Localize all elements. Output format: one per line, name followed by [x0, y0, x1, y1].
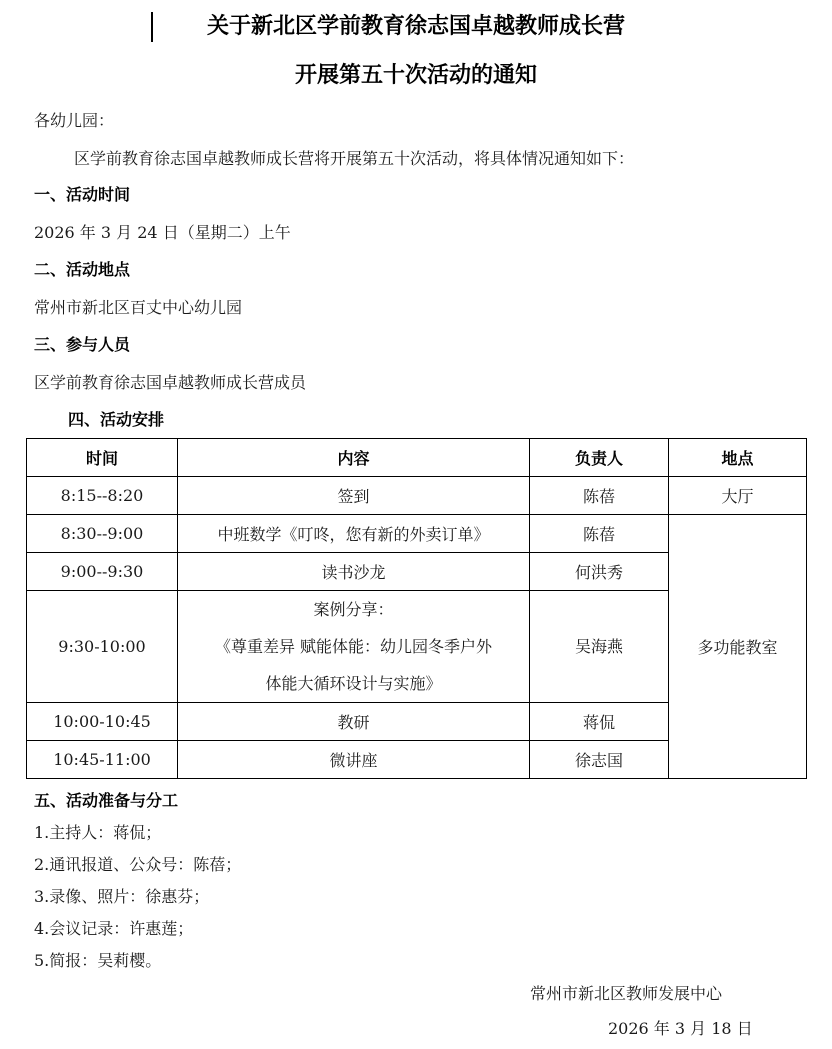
- section3-heading: 三、参与人员: [34, 335, 131, 354]
- schedule-table: [26, 438, 807, 779]
- cell-person: 陈蓓: [530, 477, 669, 515]
- table-row: [27, 477, 807, 515]
- activity-location: 常州市新北区百丈中心幼儿园: [34, 298, 243, 317]
- cell-content: 签到: [178, 477, 530, 515]
- cell-person: 蒋侃: [530, 703, 669, 741]
- header-time: 时间: [27, 439, 178, 477]
- participants: 区学前教育徐志国卓越教师成长营成员: [34, 373, 307, 392]
- cell-time: 8:30--9:00: [27, 515, 178, 553]
- list-item: 1.主持人：蒋侃；: [34, 823, 162, 842]
- table-header-row: [27, 439, 807, 477]
- document-title-line1: 关于新北区学前教育徐志国卓越教师成长营: [206, 14, 625, 39]
- content-line: 体能大循环设计与实施》: [265, 674, 442, 693]
- list-item: 5.简报：吴莉樱。: [34, 951, 162, 970]
- header-content: 内容: [178, 439, 530, 477]
- cell-person: 陈蓓: [530, 515, 669, 553]
- cell-content: 读书沙龙: [178, 553, 530, 591]
- intro-paragraph: 区学前教育徐志国卓越教师成长营将开展第五十次活动，将具体情况通知如下：: [74, 149, 635, 168]
- content-line: 案例分享：: [313, 600, 394, 619]
- section4-heading: 四、活动安排: [68, 410, 165, 429]
- cell-time: 9:30-10:00: [27, 591, 178, 703]
- header-place: 地点: [669, 439, 807, 477]
- cell-content: 微讲座: [178, 741, 530, 779]
- cell-content: 教研: [178, 703, 530, 741]
- cell-person: 吴海燕: [530, 591, 669, 703]
- cell-time: 8:15--8:20: [27, 477, 178, 515]
- cell-place-merged: 多功能教室: [669, 515, 807, 779]
- cell-person: 何洪秀: [530, 553, 669, 591]
- cell-content: 中班数学《叮咚，您有新的外卖订单》: [178, 515, 530, 553]
- section2-heading: 二、活动地点: [34, 260, 131, 279]
- cell-time: 10:45-11:00: [27, 741, 178, 779]
- section5-heading: 五、活动准备与分工: [34, 791, 179, 810]
- cell-content: [178, 591, 530, 703]
- list-item: 3.录像、照片：徐惠芬；: [34, 887, 210, 906]
- list-item: 2.通讯报道、公众号：陈蓓；: [34, 855, 242, 874]
- list-item: 4.会议记录：许惠莲；: [34, 919, 194, 938]
- header-person: 负责人: [530, 439, 669, 477]
- cell-place: 大厅: [669, 477, 807, 515]
- cell-time: 9:00--9:30: [27, 553, 178, 591]
- cell-person: 徐志国: [530, 741, 669, 779]
- content-line: 《尊重差异 赋能体能：幼儿园冬季户外: [214, 637, 493, 656]
- signature-date: 2026 年 3 月 18 日: [608, 1019, 753, 1038]
- section1-heading: 一、活动时间: [34, 185, 131, 204]
- salutation: 各幼儿园：: [34, 111, 115, 130]
- document-title-line2: 开展第五十次活动的通知: [294, 63, 537, 88]
- activity-time: 2026 年 3 月 24 日（星期二）上午: [34, 223, 291, 242]
- table-row: [27, 515, 807, 553]
- signature-org: 常州市新北区教师发展中心: [530, 984, 723, 1003]
- cell-time: 10:00-10:45: [27, 703, 178, 741]
